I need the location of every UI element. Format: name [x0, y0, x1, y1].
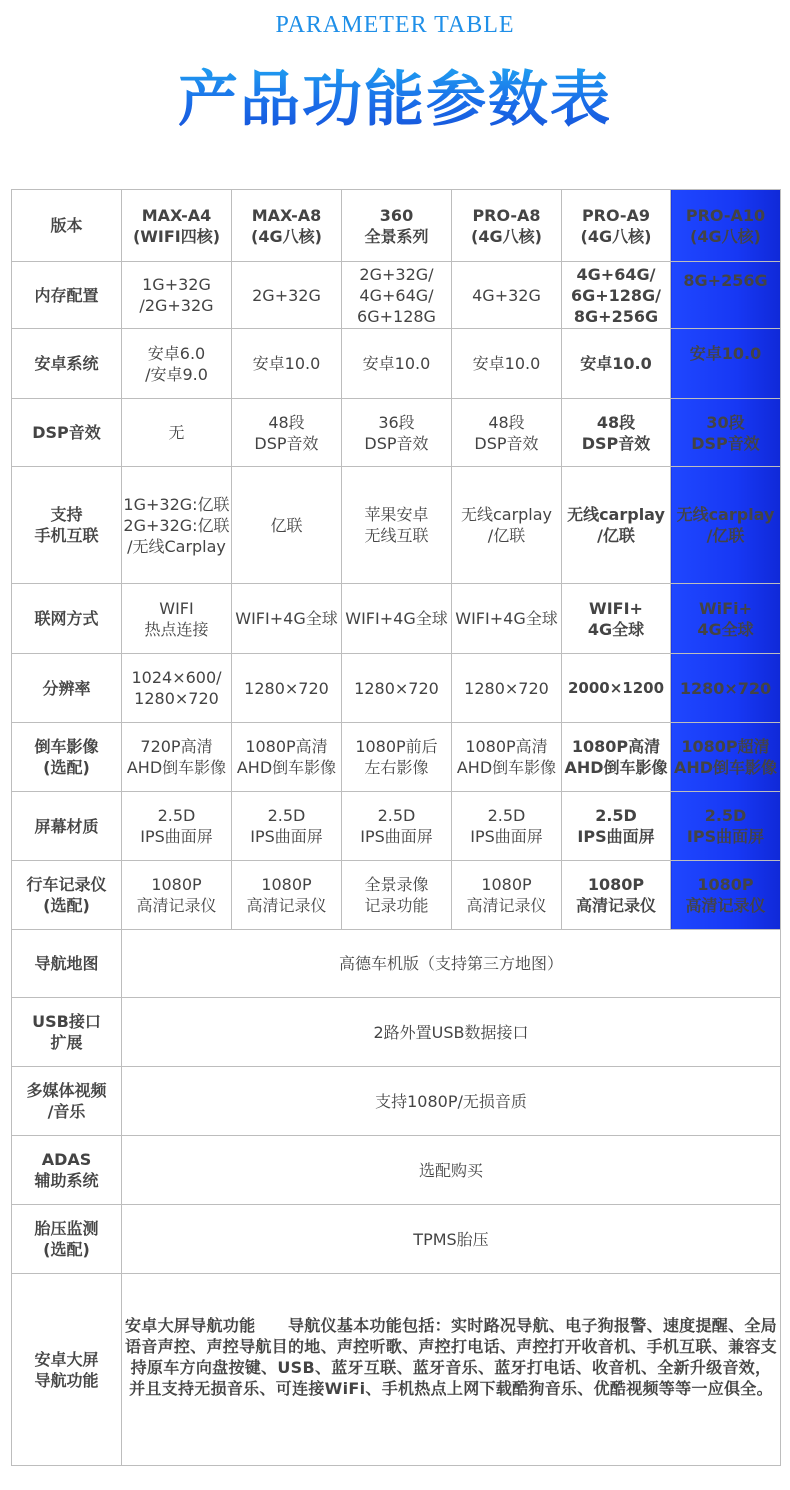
table-cell: 30段 DSP音效 [671, 399, 781, 467]
table-cell: 2.5D IPS曲面屏 [671, 792, 781, 861]
column-header: PRO-A8 (4G八核) [452, 190, 562, 262]
row-label: 联网方式 [12, 584, 122, 654]
table-cell: WIFI 热点连接 [122, 584, 232, 654]
table-cell: 2.5D IPS曲面屏 [452, 792, 562, 861]
table-cell: 安卓10.0 [671, 329, 781, 399]
table-cell: 1080P高清 AHD倒车影像 [562, 723, 671, 792]
table-cell: 1080P 高清记录仪 [452, 861, 562, 930]
column-header: 360 全景系列 [342, 190, 452, 262]
row-label: ADAS 辅助系统 [12, 1136, 122, 1205]
table-cell: 4G+64G/ 6G+128G/ 8G+256G [562, 262, 671, 329]
merged-cell: 2路外置USB数据接口 [122, 998, 781, 1067]
table-cell: 安卓6.0 /安卓9.0 [122, 329, 232, 399]
column-header: MAX-A8 (4G八核) [232, 190, 342, 262]
table-cell: 无线carplay /亿联 [452, 467, 562, 584]
table-row [12, 792, 781, 861]
table-row [12, 654, 781, 723]
description-cell [122, 1274, 781, 1466]
table-cell: 安卓10.0 [342, 329, 452, 399]
row-label: 屏幕材质 [12, 792, 122, 861]
row-label: 支持 手机互联 [12, 467, 122, 584]
row-label: 倒车影像 (选配) [12, 723, 122, 792]
column-header: PRO-A10 (4G八核) [671, 190, 781, 262]
row-label: USB接口 扩展 [12, 998, 122, 1067]
table-cell: 1280×720 [671, 654, 781, 723]
table-cell: 1080P 高清记录仪 [122, 861, 232, 930]
row-label: 安卓大屏 导航功能 [12, 1274, 122, 1466]
row-label: 内存配置 [12, 262, 122, 329]
parameter-table [11, 189, 781, 1466]
table-cell: 2.5D IPS曲面屏 [562, 792, 671, 861]
table-cell: 1280×720 [342, 654, 452, 723]
table-row [12, 1205, 781, 1274]
table-cell: 1280×720 [232, 654, 342, 723]
table-row [12, 262, 781, 329]
table-cell: 无线carplay /亿联 [562, 467, 671, 584]
table-row [12, 723, 781, 792]
table-row [12, 399, 781, 467]
row-label: 多媒体视频 /音乐 [12, 1067, 122, 1136]
table-cell: 8G+256G [671, 262, 781, 329]
table-cell: 苹果安卓 无线互联 [342, 467, 452, 584]
table-row [12, 1274, 781, 1466]
version-label: 版本 [12, 190, 122, 262]
table-cell: 安卓10.0 [232, 329, 342, 399]
table-cell: WIFI+4G全球 [232, 584, 342, 654]
table-cell: 36段 DSP音效 [342, 399, 452, 467]
table-cell: 2G+32G [232, 262, 342, 329]
table-cell: 2.5D IPS曲面屏 [122, 792, 232, 861]
page-title: 产品功能参数表 [0, 52, 790, 138]
table-row [12, 1136, 781, 1205]
page-header [0, 0, 790, 190]
merged-cell: 选配购买 [122, 1136, 781, 1205]
table-cell: 2000×1200 [562, 654, 671, 723]
table-cell: 亿联 [232, 467, 342, 584]
table-cell: WIFI+ 4G全球 [562, 584, 671, 654]
table-cell: 1080P超清 AHD倒车影像 [671, 723, 781, 792]
table-cell: 4G+32G [452, 262, 562, 329]
column-header: MAX-A4 (WIFI四核) [122, 190, 232, 262]
table-row [12, 998, 781, 1067]
table-cell: 安卓10.0 [452, 329, 562, 399]
row-label: 分辨率 [12, 654, 122, 723]
merged-cell: TPMS胎压 [122, 1205, 781, 1274]
table-cell: 1080P前后 左右影像 [342, 723, 452, 792]
table-cell: 1G+32G:亿联 2G+32G:亿联 /无线Carplay [122, 467, 232, 584]
row-label: DSP音效 [12, 399, 122, 467]
table-row [12, 329, 781, 399]
table-cell: 1080P 高清记录仪 [562, 861, 671, 930]
table-cell: 1080P 高清记录仪 [232, 861, 342, 930]
row-label: 导航地图 [12, 930, 122, 998]
table-cell: 无线carplay /亿联 [671, 467, 781, 584]
table-cell: 1080P高清 AHD倒车影像 [452, 723, 562, 792]
row-label: 行车记录仪 (选配) [12, 861, 122, 930]
merged-cell: 支持1080P/无损音质 [122, 1067, 781, 1136]
table-cell: WiFi+ 4G全球 [671, 584, 781, 654]
table-cell: 1080P 高清记录仪 [671, 861, 781, 930]
row-label: 胎压监测 (选配) [12, 1205, 122, 1274]
table-cell: 1080P高清 AHD倒车影像 [232, 723, 342, 792]
table-cell: 2.5D IPS曲面屏 [232, 792, 342, 861]
navigation-description: 安卓大屏导航功能 导航仪基本功能包括：实时路况导航、电子狗报警、速度提醒、全局语音声控、声控导航目的地、声控听歌、声控打电话、声控打开收音机、手机互联、兼容支持原车方向盘按键、USB、蓝牙互联、蓝牙音乐、蓝牙打电话、收音机、全新升级音效，并且支持无损音乐、可连接WiFi、手机热点上网下载酷狗音乐、优酷视频等等一应俱全。 [124, 1315, 777, 1398]
table-header-row [12, 190, 781, 262]
table-cell: 2G+32G/ 4G+64G/ 6G+128G [342, 262, 452, 329]
table-cell: 720P高清 AHD倒车影像 [122, 723, 232, 792]
merged-cell: 高德车机版（支持第三方地图） [122, 930, 781, 998]
table-cell: 48段 DSP音效 [452, 399, 562, 467]
row-label: 安卓系统 [12, 329, 122, 399]
table-cell: 1024×600/ 1280×720 [122, 654, 232, 723]
table-row [12, 861, 781, 930]
table-row [12, 584, 781, 654]
table-cell: 48段 DSP音效 [562, 399, 671, 467]
table-cell: 48段 DSP音效 [232, 399, 342, 467]
table-cell: 1280×720 [452, 654, 562, 723]
table-cell: 1G+32G /2G+32G [122, 262, 232, 329]
table-cell: 全景录像 记录功能 [342, 861, 452, 930]
table-cell: 2.5D IPS曲面屏 [342, 792, 452, 861]
table-cell: 无 [122, 399, 232, 467]
table-cell: WIFI+4G全球 [452, 584, 562, 654]
column-header: PRO-A9 (4G八核) [562, 190, 671, 262]
subtitle: PARAMETER TABLE [275, 12, 515, 38]
table-cell: 安卓10.0 [562, 329, 671, 399]
table-cell: WIFI+4G全球 [342, 584, 452, 654]
table-row [12, 1067, 781, 1136]
table-row [12, 930, 781, 998]
table-row [12, 467, 781, 584]
